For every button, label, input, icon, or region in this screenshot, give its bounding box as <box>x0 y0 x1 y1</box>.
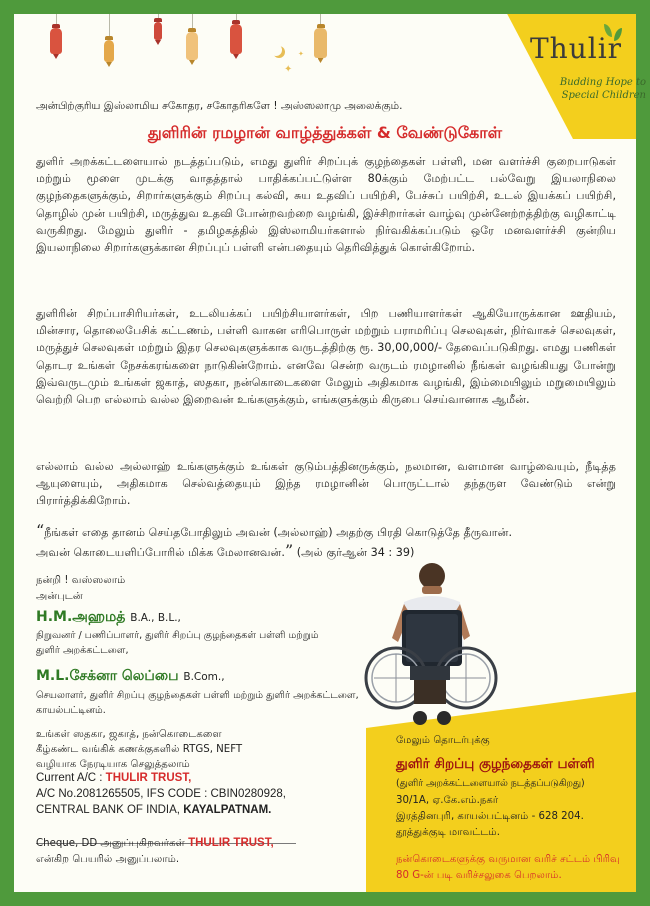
quran-quote: “நீங்கள் எதை தானம் செய்தபோதிலும் அவன் (அல்லாஹ்) அதற்கு பிரதி கொடுத்தே தீருவான். அவன் கொடையளிப்போரில் மிக்க மேலானவன்.” (அல் குர்ஆன் 34 : 39) <box>36 521 513 560</box>
school-name: துளிர் சிறப்பு குழந்தைகள் பள்ளி <box>396 756 595 772</box>
logo-tagline: Budding Hope to Special Children <box>559 77 646 101</box>
page-title: துளிரின் ரமழான் வாழ்த்துக்கள் & வேண்டுகோள் <box>147 123 503 142</box>
greeting-line: அன்பிற்குரிய இஸ்லாமிய சகோதர, சகோதரிகளே ! அஸ்ஸலாமு அலைக்கும். <box>36 100 403 112</box>
signoff-with-love: அன்புடன் <box>36 591 83 602</box>
bank-intro-3: வழியாக நேரடியாக செலுத்தலாம் <box>36 759 190 770</box>
bank-intro-1: உங்கள் ஸதகா, ஜகாத், நன்கொடைகளை <box>36 729 222 740</box>
logo-wordmark: Thulir <box>530 32 623 65</box>
lantern-icon <box>314 14 327 63</box>
cheque-note-2: என்கிற பெயரில் அனுப்பலாம். <box>36 854 180 865</box>
run-by-note: (துளிர் அறக்கட்டளையால் நடத்தப்படுகிறது) <box>396 778 585 789</box>
person-1-role-2: துளிர் அறக்கட்டளை, <box>36 645 129 656</box>
more-info-label: மேலும் தொடர்புக்கு <box>396 735 490 746</box>
bank-intro-2: கீழ்கண்ட வங்கிக் கணக்குகளில் RTGS, NEFT <box>36 744 243 755</box>
person-2-role-2: காயல்பட்டினம். <box>36 705 106 716</box>
person-1-role: நிறுவனர் / பணிப்பாளர், துளிர் சிறப்பு குழந்தைகள் பள்ளி மற்றும் <box>36 630 319 641</box>
star-icon: ✦ <box>298 50 304 58</box>
open-quote-icon: “ <box>36 521 45 540</box>
paragraph-prayer: எல்லாம் வல்ல அல்லாஹ் உங்களுக்கும் உங்கள் குடும்பத்தினருக்கும், நலமான, வளமான வாழ்வையும், நீடித்த ஆயுளையும், அதிகமாக செல்வத்தையும் இந்த ரமழானின் பொருட்டால் தந்தருள வேண்டும் என்று பிரார்த்திக்கிறோம். <box>36 460 616 508</box>
wheelchair-child-photo <box>374 552 486 728</box>
paragraph-appeal: துளிரின் சிறப்பாசிரியர்கள், உடலியக்கப் பயிற்சியாளர்கள், பிற பணியாளர்கள் ஆகியோருக்கான ஊதியம், மின்சார, தொலைபேசிக் கட்டணம், பள்ளி வாகன எரிபொருள் மற்றும் பராமரிப்பு செலவுகள், நிர்வாகச் செலவுகள், மருத்துச் செலவுகள் மற்றும் இதர செலவுகளுக்காக வருடத்திற்கு ரூ. 30,00,000/- தேவைப்படுகிறது. எமது பணிகள் தொடர உங்கள் நேசக்கரங்களை நாடுகின்றோம். எனவே சென்ற வருடம் ரமழானில் நீங்கள் வழங்கியது போன்று இவ்வருடமும் உங்கள் ஜகாத், ஸதகா, நன்கொடைகளை மேலும் அதிகமாக வழங்கி, இம்மையிலும் மறுமையிலும் வெற்றி பெற எல்லாம் வல்ல இறைவன் உங்களுக்கும், எங்களுக்கும் கிருபை செய்வானாக ஆமீன். <box>36 307 616 407</box>
cheque-note: Cheque, DD அனுப்புகிறவர்கள் THULIR TRUST, <box>36 837 274 849</box>
lantern-icon <box>50 14 62 59</box>
thulir-logo <box>516 24 646 124</box>
person-1-name: H.M.அஹமத் B.A., B.L., <box>36 609 181 625</box>
bank-name: CENTRAL BANK OF INDIA, KAYALPATNAM. <box>36 804 272 816</box>
lantern-icon <box>186 14 198 65</box>
address-line-3: தூத்துக்குடி மாவட்டம். <box>396 827 500 838</box>
crescent-moon-icon <box>270 44 282 56</box>
person-2-name: M.L.சேக்னா லெப்பை B.Com., <box>36 668 225 684</box>
signoff-thanks: நன்றி ! வஸ்ஸலாம் <box>36 575 126 586</box>
lantern-icon <box>104 14 114 67</box>
lantern-icon <box>230 14 242 59</box>
close-quote-icon: ” <box>284 540 294 560</box>
address-line-1: 30/1A, ஏ.கே.எம்.நகர் <box>396 795 499 806</box>
paragraph-about: துளிர் அறக்கட்டளையால் நடத்தப்படும், எமது துளிர் சிறப்புக் குழந்தைகள் பள்ளி, மன வளர்ச்சி குறைபாடுகள் மற்றும் மூளை முடக்கு வாதத்தால் பாதிக்கப்பட்டுள்ள 80க்கும் மேற்பட்ட பல்வேறு இயலாநிலை குழந்தைகளுக்கும், சிறார்களுக்கும் சிறப்பு கல்வி, சுய உதவிப் பயிற்சி, பேச்சுப் பயிற்சி, உடல் இயக்கப் பயிற்சி, தொழில் முன் பயிற்சி, மருத்துவ உதவி போன்றவற்றை வழங்கி, இச்சிறார்கள் வாழ்வு முன்னேற்றத்திற்கு வழிகாட்டி வருகிறது. மேலும் துளிர் - தமிழகத்தில் இஸ்லாமியர்களால் நிர்வகிக்கப்படும் ஒரே மனவளர்ச்சி குன்றிய இயலாநிலை சிறார்களுக்கான சிறப்புப் பள்ளி என்பதையும் தெரிவித்துக் கொள்கிறோம். <box>36 155 616 255</box>
tax-note-1: நன்கொடைகளுக்கு வருமான வரிச் சட்டம் பிரிவு <box>396 854 620 865</box>
address-line-2: இரத்தினபுரி, காயல்பட்டினம் - 628 204. <box>396 811 584 822</box>
lantern-icon <box>154 14 162 45</box>
tax-note-2: 80 G-ன் படி வரிச்சலுகை பெறலாம். <box>396 870 562 881</box>
star-icon: ✦ <box>284 64 293 75</box>
current-account: Current A/C : THULIR TRUST, <box>36 772 192 784</box>
flyer <box>14 14 646 892</box>
person-2-role: செயலாளர், துளிர் சிறப்பு குழந்தைகள் பள்ளி மற்றும் துளிர் அறக்கட்டளை, <box>36 690 359 701</box>
account-number: A/C No.2081265505, IFS CODE : CBIN0280928, <box>36 788 286 800</box>
